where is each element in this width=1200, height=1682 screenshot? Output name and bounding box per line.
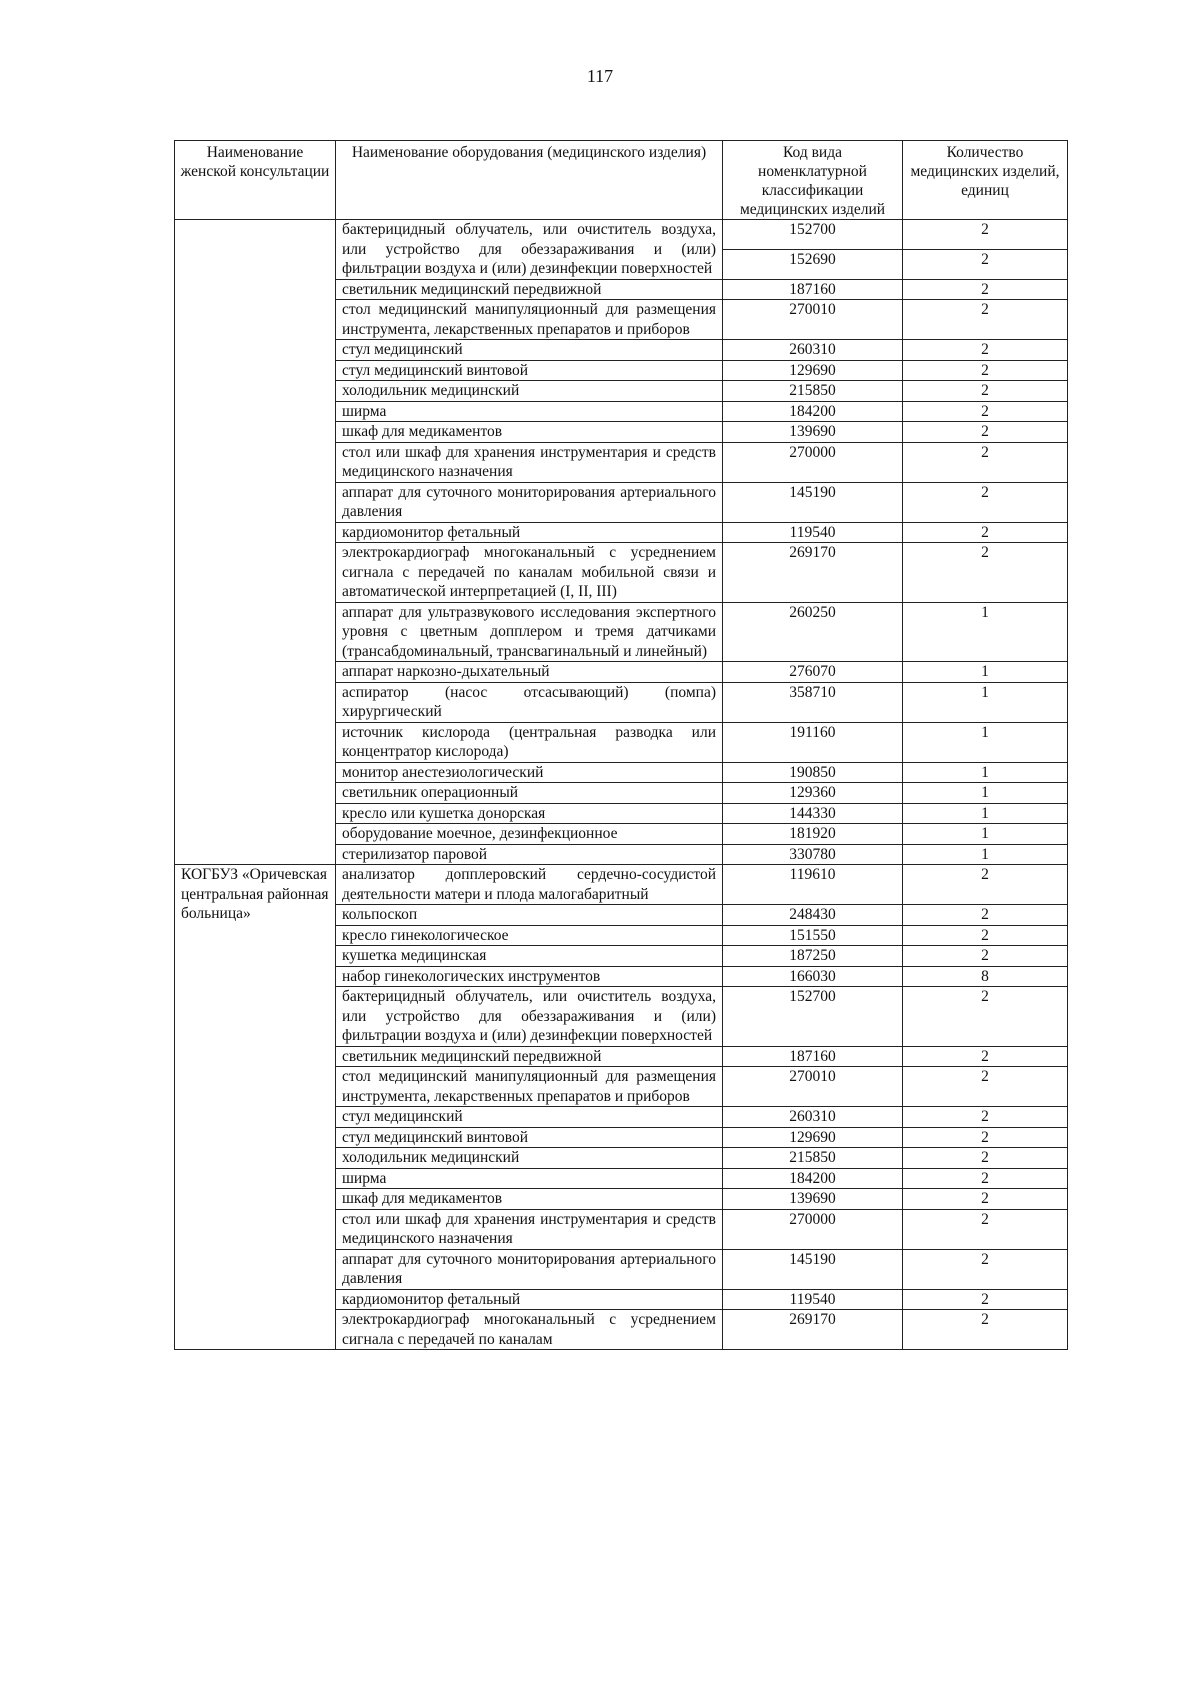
equipment-quantity: 2 — [903, 360, 1068, 381]
equipment-quantity: 2 — [903, 401, 1068, 422]
equipment-name: светильник медицинский передвижной — [336, 279, 723, 300]
equipment-code: 152700 — [723, 987, 903, 1047]
equipment-name: кардиомонитор фетальный — [336, 1289, 723, 1310]
equipment-name: кольпоскоп — [336, 905, 723, 926]
equipment-quantity: 2 — [903, 422, 1068, 443]
table-body — [175, 220, 1068, 1350]
equipment-quantity: 2 — [903, 1046, 1068, 1067]
equipment-name: стул медицинский винтовой — [336, 1127, 723, 1148]
equipment-name: стол медицинский манипуляционный для размещения инструмента, лекарственных препаратов и приборов — [336, 300, 723, 340]
equipment-code: 187160 — [723, 1046, 903, 1067]
equipment-name: бактерицидный облучатель, или очиститель воздуха, или устройство для обеззараживания и (или) фильтрации воздуха и (или) дезинфекции поверхностей — [336, 987, 723, 1047]
equipment-quantity: 2 — [903, 1067, 1068, 1107]
equipment-name: стул медицинский — [336, 340, 723, 361]
equipment-name: ширма — [336, 401, 723, 422]
equipment-quantity: 2 — [903, 340, 1068, 361]
equipment-table — [174, 140, 1068, 1350]
equipment-name: источник кислорода (центральная разводка или концентратор кислорода) — [336, 722, 723, 762]
equipment-quantity: 2 — [903, 249, 1068, 279]
equipment-code: 187160 — [723, 279, 903, 300]
equipment-quantity: 2 — [903, 220, 1068, 250]
equipment-code: 191160 — [723, 722, 903, 762]
equipment-quantity: 2 — [903, 522, 1068, 543]
equipment-name: стул медицинский — [336, 1107, 723, 1128]
equipment-code: 144330 — [723, 803, 903, 824]
equipment-name: ширма — [336, 1168, 723, 1189]
equipment-quantity: 2 — [903, 300, 1068, 340]
equipment-code: 269170 — [723, 543, 903, 603]
table-row — [175, 865, 1068, 905]
equipment-name: кушетка медицинская — [336, 946, 723, 967]
equipment-quantity: 2 — [903, 442, 1068, 482]
equipment-code: 152690 — [723, 249, 903, 279]
equipment-name: набор гинекологических инструментов — [336, 966, 723, 987]
equipment-name: стол или шкаф для хранения инструментария и средств медицинского назначения — [336, 1209, 723, 1249]
equipment-name: шкаф для медикаментов — [336, 422, 723, 443]
equipment-code: 270010 — [723, 300, 903, 340]
equipment-name: электрокардиограф многоканальный с усреднением сигнала с передачей по каналам — [336, 1310, 723, 1350]
equipment-code: 215850 — [723, 381, 903, 402]
header-equipment: Наименование оборудования (медицинского изделия) — [336, 141, 723, 220]
equipment-code: 119540 — [723, 1289, 903, 1310]
equipment-quantity: 1 — [903, 682, 1068, 722]
header-code: Код вида номенклатурной классификации медицинских изделий — [723, 141, 903, 220]
equipment-code: 270000 — [723, 1209, 903, 1249]
equipment-code: 248430 — [723, 905, 903, 926]
equipment-quantity: 1 — [903, 844, 1068, 865]
equipment-name: аппарат для суточного мониторирования артериального давления — [336, 1249, 723, 1289]
equipment-quantity: 1 — [903, 602, 1068, 662]
equipment-name: холодильник медицинский — [336, 1148, 723, 1169]
equipment-quantity: 2 — [903, 987, 1068, 1047]
equipment-code: 330780 — [723, 844, 903, 865]
equipment-name: электрокардиограф многоканальный с усреднением сигнала с передачей по каналам мобильной связи и автоматической интерпретацией (I, II, III) — [336, 543, 723, 603]
equipment-code: 260310 — [723, 1107, 903, 1128]
equipment-quantity: 2 — [903, 905, 1068, 926]
equipment-code: 190850 — [723, 762, 903, 783]
equipment-name: светильник медицинский передвижной — [336, 1046, 723, 1067]
header-facility: Наименование женской консультации — [175, 141, 336, 220]
equipment-code: 187250 — [723, 946, 903, 967]
equipment-code: 145190 — [723, 482, 903, 522]
equipment-name: анализатор допплеровский сердечно-сосудистой деятельности матери и плода малогабаритный — [336, 865, 723, 905]
equipment-name: стол медицинский манипуляционный для размещения инструмента, лекарственных препаратов и приборов — [336, 1067, 723, 1107]
equipment-quantity: 2 — [903, 925, 1068, 946]
equipment-quantity: 2 — [903, 279, 1068, 300]
equipment-code: 260310 — [723, 340, 903, 361]
equipment-quantity: 1 — [903, 662, 1068, 683]
equipment-name: холодильник медицинский — [336, 381, 723, 402]
equipment-name: стол или шкаф для хранения инструментария и средств медицинского назначения — [336, 442, 723, 482]
equipment-quantity: 2 — [903, 946, 1068, 967]
equipment-quantity: 2 — [903, 1310, 1068, 1350]
equipment-quantity: 2 — [903, 1127, 1068, 1148]
equipment-quantity: 2 — [903, 1148, 1068, 1169]
equipment-quantity: 2 — [903, 865, 1068, 905]
equipment-name: аппарат для ультразвукового исследования экспертного уровня с цветным допплером и тремя датчиками (трансабдоминальный, трансвагинальный и линейный) — [336, 602, 723, 662]
table-header-row — [175, 141, 1068, 220]
equipment-code: 184200 — [723, 401, 903, 422]
equipment-code: 358710 — [723, 682, 903, 722]
equipment-code: 270000 — [723, 442, 903, 482]
facility-cell: КОГБУЗ «Оричевская центральная районная больница» — [175, 865, 336, 1350]
equipment-quantity: 1 — [903, 803, 1068, 824]
equipment-name: кресло или кушетка донорская — [336, 803, 723, 824]
equipment-code: 270010 — [723, 1067, 903, 1107]
equipment-name: аппарат для суточного мониторирования артериального давления — [336, 482, 723, 522]
equipment-code: 276070 — [723, 662, 903, 683]
equipment-name: бактерицидный облучатель, или очиститель воздуха, или устройство для обеззараживания и (или) фильтрации воздуха и (или) дезинфекции поверхностей — [336, 220, 723, 280]
equipment-quantity: 2 — [903, 1249, 1068, 1289]
equipment-code: 145190 — [723, 1249, 903, 1289]
equipment-code: 129690 — [723, 360, 903, 381]
equipment-name: шкаф для медикаментов — [336, 1189, 723, 1210]
equipment-name: аппарат наркозно-дыхательный — [336, 662, 723, 683]
equipment-code: 269170 — [723, 1310, 903, 1350]
equipment-code: 152700 — [723, 220, 903, 250]
table-row — [175, 220, 1068, 250]
equipment-code: 184200 — [723, 1168, 903, 1189]
page-number: 117 — [586, 66, 614, 86]
equipment-name: стерилизатор паровой — [336, 844, 723, 865]
equipment-name: кресло гинекологическое — [336, 925, 723, 946]
equipment-quantity: 2 — [903, 1209, 1068, 1249]
equipment-quantity: 2 — [903, 1107, 1068, 1128]
equipment-code: 181920 — [723, 824, 903, 845]
equipment-code: 166030 — [723, 966, 903, 987]
equipment-name: аспиратор (насос отсасывающий) (помпа) хирургический — [336, 682, 723, 722]
equipment-quantity: 2 — [903, 1189, 1068, 1210]
equipment-code: 139690 — [723, 1189, 903, 1210]
equipment-code: 151550 — [723, 925, 903, 946]
equipment-quantity: 2 — [903, 482, 1068, 522]
equipment-quantity: 2 — [903, 381, 1068, 402]
equipment-name: кардиомонитор фетальный — [336, 522, 723, 543]
equipment-code: 139690 — [723, 422, 903, 443]
equipment-quantity: 2 — [903, 1168, 1068, 1189]
equipment-name: стул медицинский винтовой — [336, 360, 723, 381]
equipment-code: 215850 — [723, 1148, 903, 1169]
equipment-code: 129360 — [723, 783, 903, 804]
header-quantity: Количество медицинских изделий, единиц — [903, 141, 1068, 220]
equipment-quantity: 1 — [903, 824, 1068, 845]
equipment-code: 119540 — [723, 522, 903, 543]
equipment-quantity: 1 — [903, 783, 1068, 804]
equipment-quantity: 2 — [903, 543, 1068, 603]
equipment-quantity: 2 — [903, 1289, 1068, 1310]
equipment-code: 119610 — [723, 865, 903, 905]
equipment-name: монитор анестезиологический — [336, 762, 723, 783]
equipment-quantity: 1 — [903, 722, 1068, 762]
equipment-name: светильник операционный — [336, 783, 723, 804]
facility-cell — [175, 220, 336, 865]
equipment-name: оборудование моечное, дезинфекционное — [336, 824, 723, 845]
equipment-code: 129690 — [723, 1127, 903, 1148]
equipment-quantity: 8 — [903, 966, 1068, 987]
equipment-quantity: 1 — [903, 762, 1068, 783]
equipment-code: 260250 — [723, 602, 903, 662]
